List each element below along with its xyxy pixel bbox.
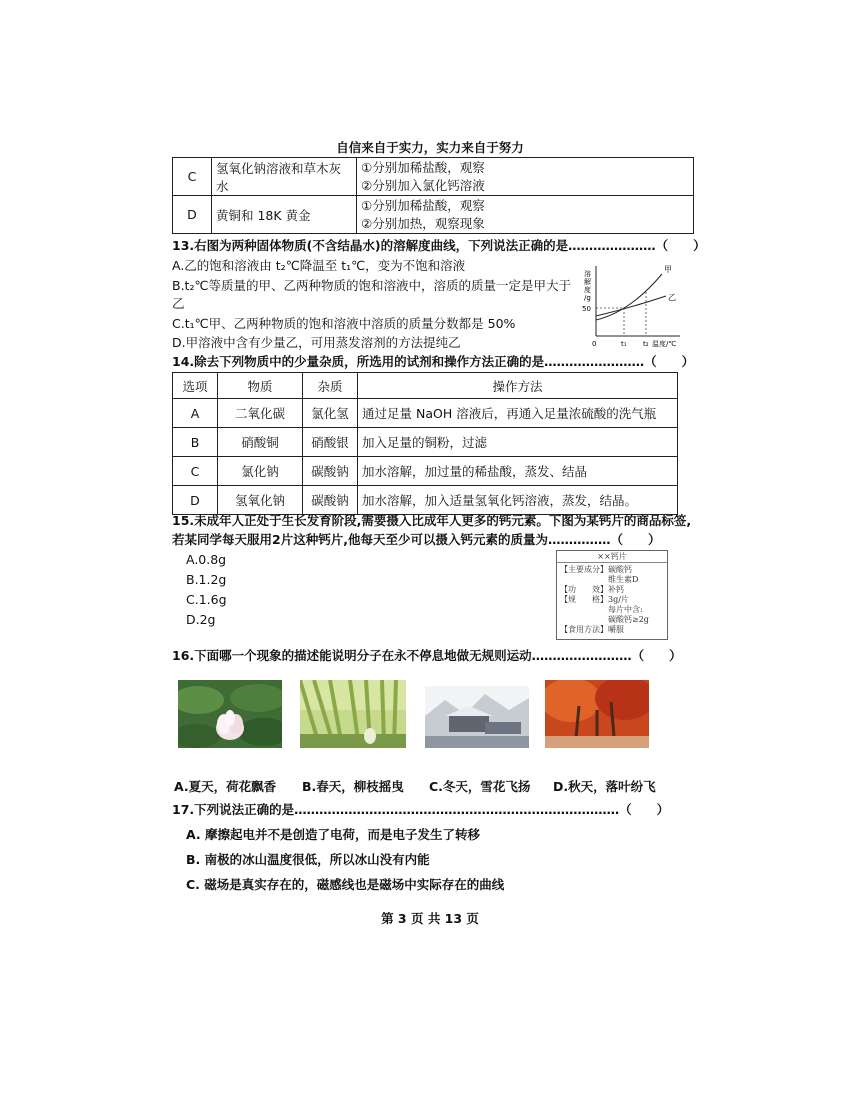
- autumn-photo: [545, 680, 649, 748]
- substance-cell: 二氧化碳: [218, 399, 303, 428]
- curve-jia-label: 甲: [664, 265, 672, 274]
- q12-table-tail: [172, 157, 694, 234]
- t1-label: t₁: [621, 340, 627, 348]
- q13-option-a: A.乙的饱和溶液由 t₂℃降温至 t₁℃，变为不饱和溶液: [172, 258, 466, 273]
- label-line: 【主要成分】碳酸钙: [560, 565, 632, 574]
- method-cell: 加水溶解，加入适量氢氧化钙溶液，蒸发，结晶。: [358, 486, 678, 515]
- curve-yi: [596, 296, 666, 316]
- substance-cell: 氢氧化钠溶液和草木灰水: [212, 158, 357, 196]
- table-row: [173, 428, 678, 457]
- table-row: [173, 196, 694, 234]
- method-line: ②分别加热，观察现象: [361, 215, 485, 231]
- q15-option-d: D.2g: [186, 612, 216, 627]
- impurity-cell: 碳酸钠: [303, 486, 358, 515]
- label-line: 【食用方法】嚼服: [560, 625, 624, 634]
- impurity-cell: 硝酸银: [303, 428, 358, 457]
- method-line: ①分别加稀盐酸，观察: [361, 159, 485, 175]
- label-line: 【功 效】补钙: [560, 585, 624, 594]
- method-cell: [357, 158, 694, 196]
- q16-option-c: C.冬天，雪花飞扬: [429, 779, 531, 794]
- q15-option-c: C.1.6g: [186, 592, 227, 607]
- calcium-tablet-label: [556, 550, 668, 640]
- method-cell: 加水溶解，加过量的稀盐酸，蒸发、结晶: [358, 457, 678, 486]
- xlabel: 温度/℃: [652, 340, 677, 348]
- header-cell: 操作方法: [358, 373, 678, 399]
- q13-option-b-cont: 乙: [172, 296, 185, 311]
- substance-cell: 黄铜和 18K 黄金: [212, 196, 357, 234]
- header-cell: 选项: [173, 373, 218, 399]
- method-line: ①分别加稀盐酸，观察: [361, 197, 485, 213]
- q17-option-a: A. 摩擦起电并不是创造了电荷，而是电子发生了转移: [186, 827, 481, 842]
- method-cell: 通过足量 NaOH 溶液后，再通入足量浓硫酸的洗气瓶: [358, 399, 678, 428]
- label-line: 每片中含:: [560, 605, 643, 614]
- impurity-cell: 碳酸钠: [303, 457, 358, 486]
- q16-option-b: B.春天，柳枝摇曳: [302, 779, 404, 794]
- substance-cell: 氯化钠: [218, 457, 303, 486]
- q15-option-b: B.1.2g: [186, 572, 227, 587]
- y50-label: 50: [582, 305, 591, 313]
- method-cell: 加入足量的铜粉，过滤: [358, 428, 678, 457]
- q13-option-b: B.t₂℃等质量的甲、乙两种物质的饱和溶液中，溶质的质量一定是甲大于: [172, 278, 572, 293]
- impurity-cell: 氯化氢: [303, 399, 358, 428]
- table-row: [173, 158, 694, 196]
- q14-stem: 14.除去下列物质中的少量杂质，所选用的试剂和操作方法正确的是……………………（ ）: [172, 354, 695, 369]
- label-line: 碳酸钙≥2g: [560, 615, 649, 624]
- q15-stem-1: 15.未成年人正处于生长发育阶段,需要摄入比成年人更多的钙元素。下图为某钙片的商品标签,: [172, 513, 692, 528]
- option-cell: B: [173, 428, 218, 457]
- q16-option-a: A.夏天，荷花飘香: [174, 779, 277, 794]
- q16-stem: 16.下面哪一个现象的描述能说明分子在永不停息地做无规则运动……………………（ ）: [172, 648, 682, 663]
- substance-cell: 硝酸铜: [218, 428, 303, 457]
- q15-stem-2: 若某同学每天服用2片这种钙片,他每天至少可以摄入钙元素的质量为……………（ ）: [172, 532, 661, 547]
- q13-stem: 13.右图为两种固体物质(不含结晶水)的溶解度曲线，下列说法正确的是…………………（ ）: [172, 238, 706, 253]
- header-cell: 杂质: [303, 373, 358, 399]
- method-cell: [357, 196, 694, 234]
- label-line: 【规 格】3g/片: [560, 595, 629, 604]
- table-row: [173, 486, 678, 515]
- table-row: [173, 399, 678, 428]
- option-cell: D: [173, 196, 212, 234]
- q16-option-d: D.秋天，落叶纷飞: [553, 779, 656, 794]
- header-motto: 自信来自于实力，实力来自于努力: [336, 140, 524, 155]
- lotus-photo: [178, 680, 282, 748]
- q14-table: [172, 372, 678, 515]
- option-cell: C: [173, 158, 212, 196]
- option-cell: D: [173, 486, 218, 515]
- ylabel-4: /g: [584, 294, 591, 302]
- table-header-row: [173, 373, 678, 399]
- label-title: ××钙片: [557, 551, 667, 563]
- ylabel-3: 度: [584, 286, 591, 294]
- page-number: 第 3 页 共 13 页: [381, 911, 479, 926]
- option-cell: C: [173, 457, 218, 486]
- method-line: ②分别加入氯化钙溶液: [361, 177, 485, 193]
- q17-option-c: C. 磁场是真实存在的，磁感线也是磁场中实际存在的曲线: [186, 877, 505, 892]
- willow-photo: [300, 680, 406, 748]
- q17-option-b: B. 南极的冰山温度很低，所以冰山没有内能: [186, 852, 430, 867]
- header-cell: 物质: [218, 373, 303, 399]
- table-row: [173, 457, 678, 486]
- substance-cell: 氢氧化钠: [218, 486, 303, 515]
- q13-option-c: C.t₁℃甲、乙两种物质的饱和溶液中溶质的质量分数都是 50%: [172, 316, 516, 331]
- q15-option-a: A.0.8g: [186, 552, 227, 567]
- option-cell: A: [173, 399, 218, 428]
- solubility-graph: [580, 260, 690, 348]
- q13-option-d: D.甲溶液中含有少量乙，可用蒸发溶剂的方法提纯乙: [172, 335, 461, 350]
- origin-label: 0: [592, 340, 597, 348]
- curve-yi-label: 乙: [668, 293, 676, 302]
- ylabel-1: 溶: [584, 270, 591, 278]
- q17-stem: 17.下列说法正确的是……………………………………………………………………（ ）: [172, 802, 670, 817]
- snow-photo: [425, 686, 529, 748]
- ylabel-2: 解: [584, 278, 591, 286]
- label-line: 维生素D: [560, 575, 639, 584]
- t2-label: t₂: [643, 340, 649, 348]
